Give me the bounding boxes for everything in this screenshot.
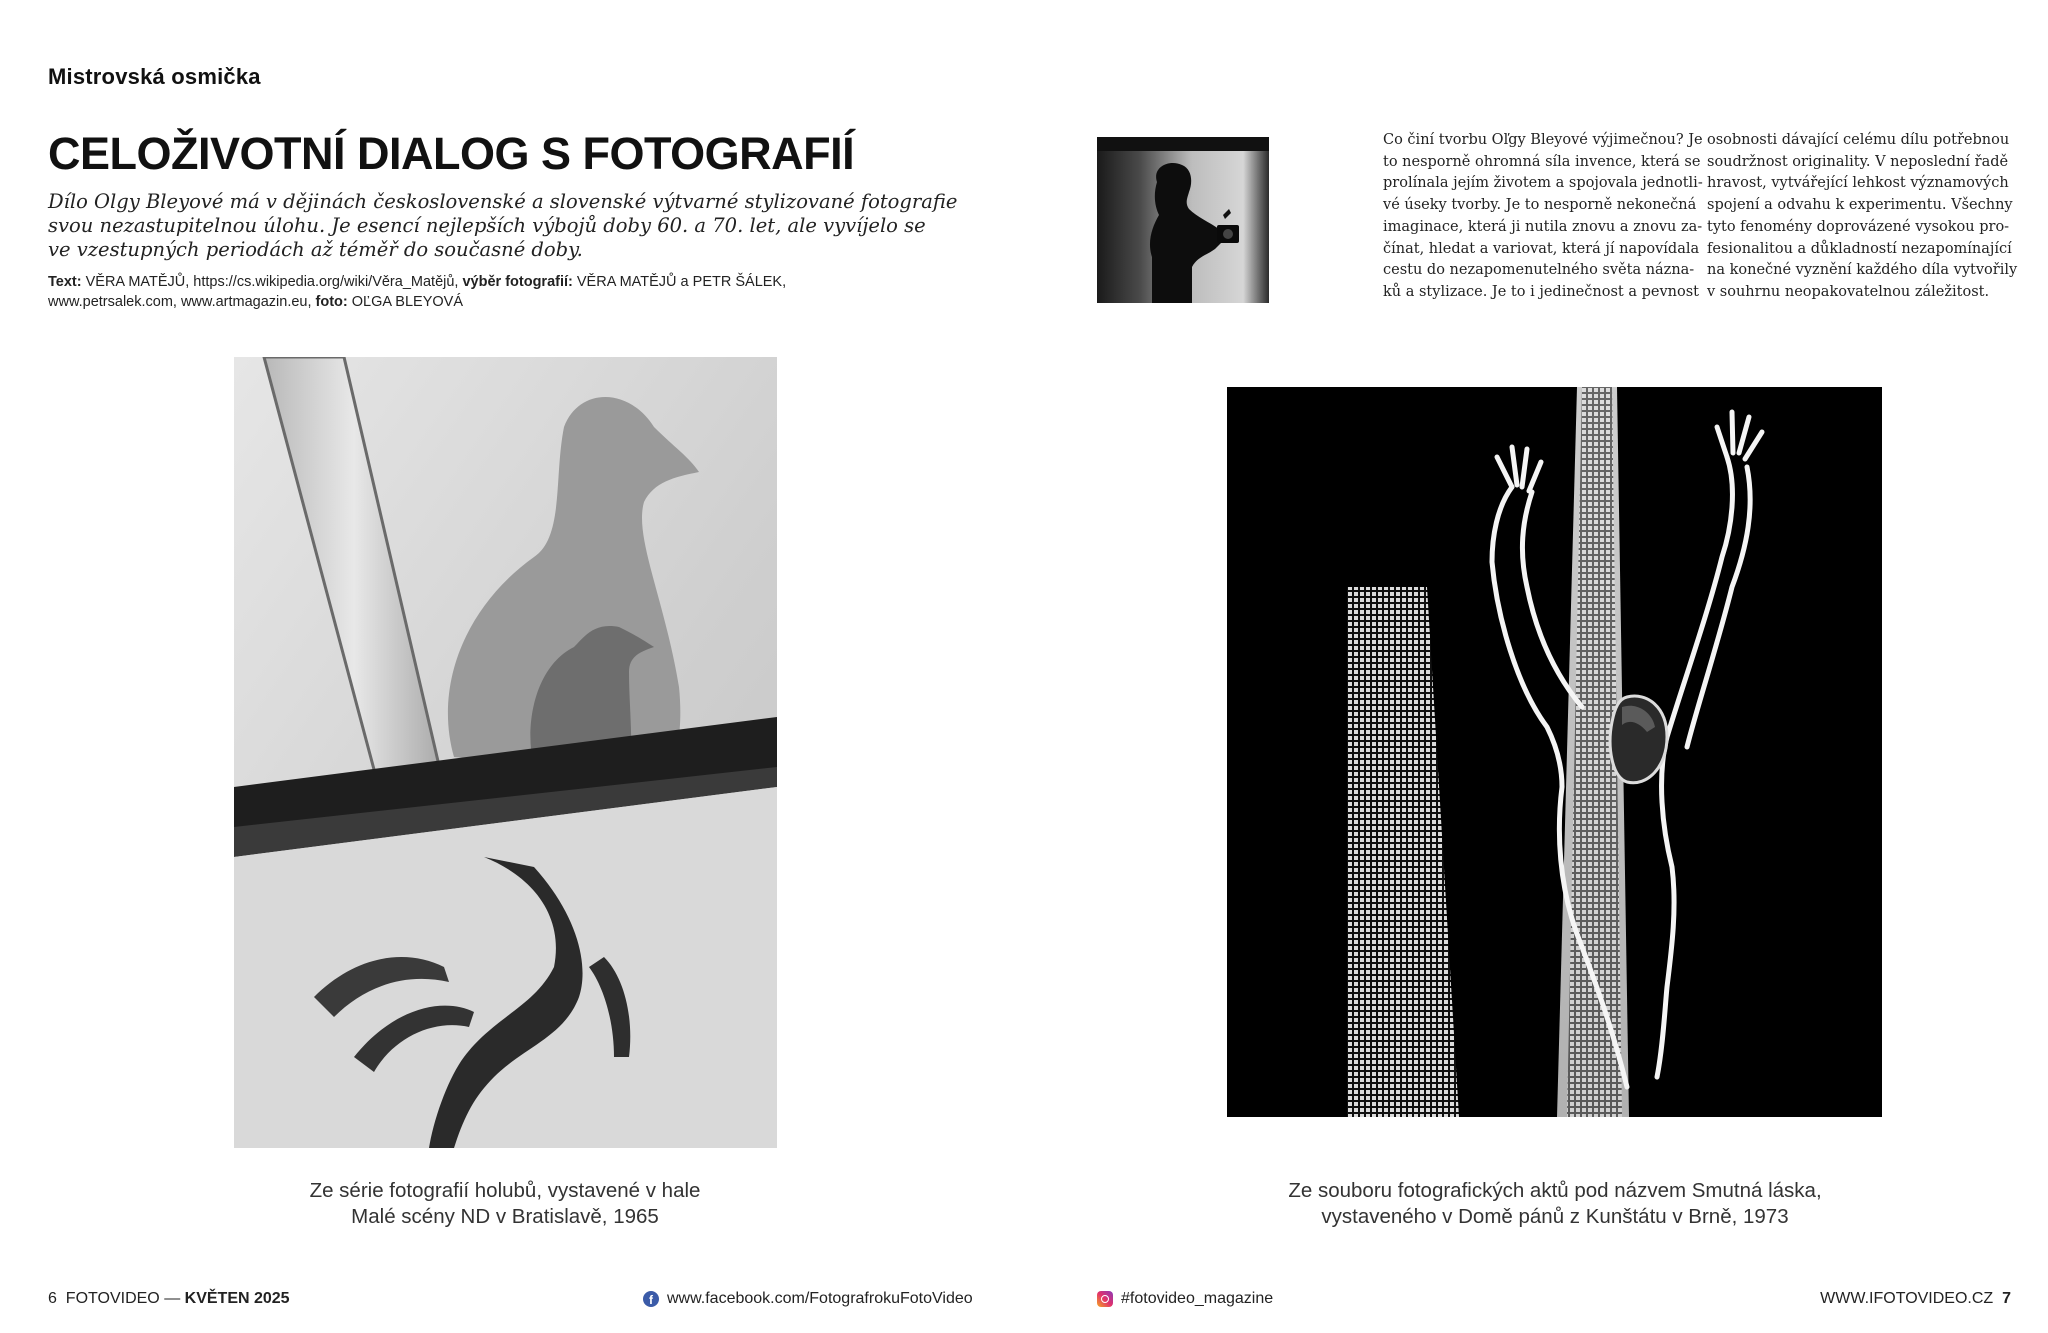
nude-figure-photo	[1227, 387, 1882, 1117]
body-line: spojení a odvahu k experimentu. Všechny	[1707, 197, 2013, 214]
footer-facebook[interactable]	[643, 1290, 973, 1308]
footer-instagram[interactable]	[1097, 1290, 1273, 1308]
footer-left	[48, 1290, 290, 1308]
body-line: fesionalitou a důkladností nezapomínající	[1707, 240, 2012, 257]
body-line: ků a stylizace. Je to i jedinečnost a pevnost	[1383, 283, 1699, 300]
page-number-left: 6	[48, 1290, 57, 1307]
credits-photo-value: OĽGA BLEYOVÁ	[347, 294, 463, 310]
credits-photo-label: foto:	[315, 294, 348, 310]
caption-line: vystaveného v Domě pánů z Kunštátu v Brně, 1973	[1321, 1205, 1789, 1228]
body-line: vé úseky tvorby. Je to nesporně nekonečná	[1383, 197, 1697, 214]
nude-caption	[1155, 1178, 1955, 1230]
body-line: tyto fenomény doprovázené vysokou pro-	[1707, 218, 2010, 235]
credits-selection-value: VĚRA MATĚJŮ a PETR ŠÁLEK,	[572, 274, 787, 290]
instagram-icon	[1097, 1291, 1113, 1307]
facebook-icon: f	[643, 1291, 659, 1307]
credits-line-2	[48, 292, 848, 312]
section-label: Mistrovská osmička	[48, 64, 261, 89]
lede-line: Dílo Olgy Bleyové má v dějinách československé a slovenské výtvarné stylizované fotografie	[48, 190, 958, 213]
website-link[interactable]: WWW.IFOTOVIDEO.CZ	[1820, 1290, 1994, 1307]
footer-dash: —	[164, 1290, 181, 1307]
body-column-1	[1383, 130, 1703, 304]
body-line: imaginace, která ji nutila znovu a znovu za-	[1383, 218, 1703, 235]
body-line: na konečné vyznění každého díla vytvořily	[1707, 262, 2018, 279]
caption-line: Malé scény ND v Bratislavě, 1965	[351, 1205, 659, 1228]
facebook-link[interactable]: www.facebook.com/FotografrokuFotoVideo	[667, 1290, 973, 1307]
credits-line-1	[48, 272, 848, 292]
credits-links: www.petrsalek.com, www.artmagazin.eu,	[48, 294, 316, 310]
lede-line: svou nezastupitelnou úlohu. Je esencí nejlepších výbojů doby 60. a 70. let, ale vyvíjelo se	[48, 214, 926, 237]
lede-line: ve vzestupných periodách až téměř do současné doby.	[48, 238, 583, 261]
body-line: prolínala jejím životem a spojovala jednotli-	[1383, 175, 1703, 192]
pigeon-caption	[205, 1178, 805, 1230]
body-line: to nesporně ohromná síla invence, která se	[1383, 153, 1701, 170]
caption-line: Ze souboru fotografických aktů pod názvem Smutná láska,	[1288, 1179, 1822, 1202]
body-line: cestu do nezapomenutelného světa názna-	[1383, 262, 1695, 279]
credits-selection-label: výběr fotografií:	[462, 274, 573, 290]
camera-silhouette-photo	[1097, 137, 1269, 303]
pigeon-photo	[234, 357, 777, 1148]
issue-date: KVĚTEN 2025	[184, 1290, 290, 1307]
body-line: soudržnost originality. V neposlední řadě	[1707, 153, 2009, 170]
magazine-name: FOTOVIDEO	[65, 1290, 160, 1307]
caption-line: Ze série fotografií holubů, vystavené v hale	[309, 1179, 701, 1202]
body-line: osobnosti dávající celému dílu potřebnou	[1707, 132, 2010, 148]
article-lede	[48, 190, 958, 262]
body-column-2	[1707, 130, 2017, 304]
instagram-hashtag[interactable]: #fotovideo_magazine	[1121, 1290, 1274, 1307]
body-line: hravost, vytvářející lehkost významových	[1707, 175, 2009, 192]
footer-right	[1820, 1290, 2011, 1308]
article-title: CELOŽIVOTNÍ DIALOG S FOTOGRAFIÍ	[48, 128, 855, 179]
body-line: v souhrnu neopakovatelnou záležitost.	[1707, 283, 1990, 300]
body-line: čínat, hledat a variovat, která jí napovídala	[1383, 240, 1700, 257]
credits-text-label: Text:	[48, 274, 82, 290]
body-line: Co činí tvorbu Oľgy Bleyové výjimečnou? Je	[1383, 132, 1703, 148]
article-credits	[48, 272, 848, 312]
credits-text-value: VĚRA MATĚJŮ, https://cs.wikipedia.org/wiki/Věra_Matějů,	[81, 274, 463, 290]
page-number-right: 7	[2002, 1290, 2011, 1307]
